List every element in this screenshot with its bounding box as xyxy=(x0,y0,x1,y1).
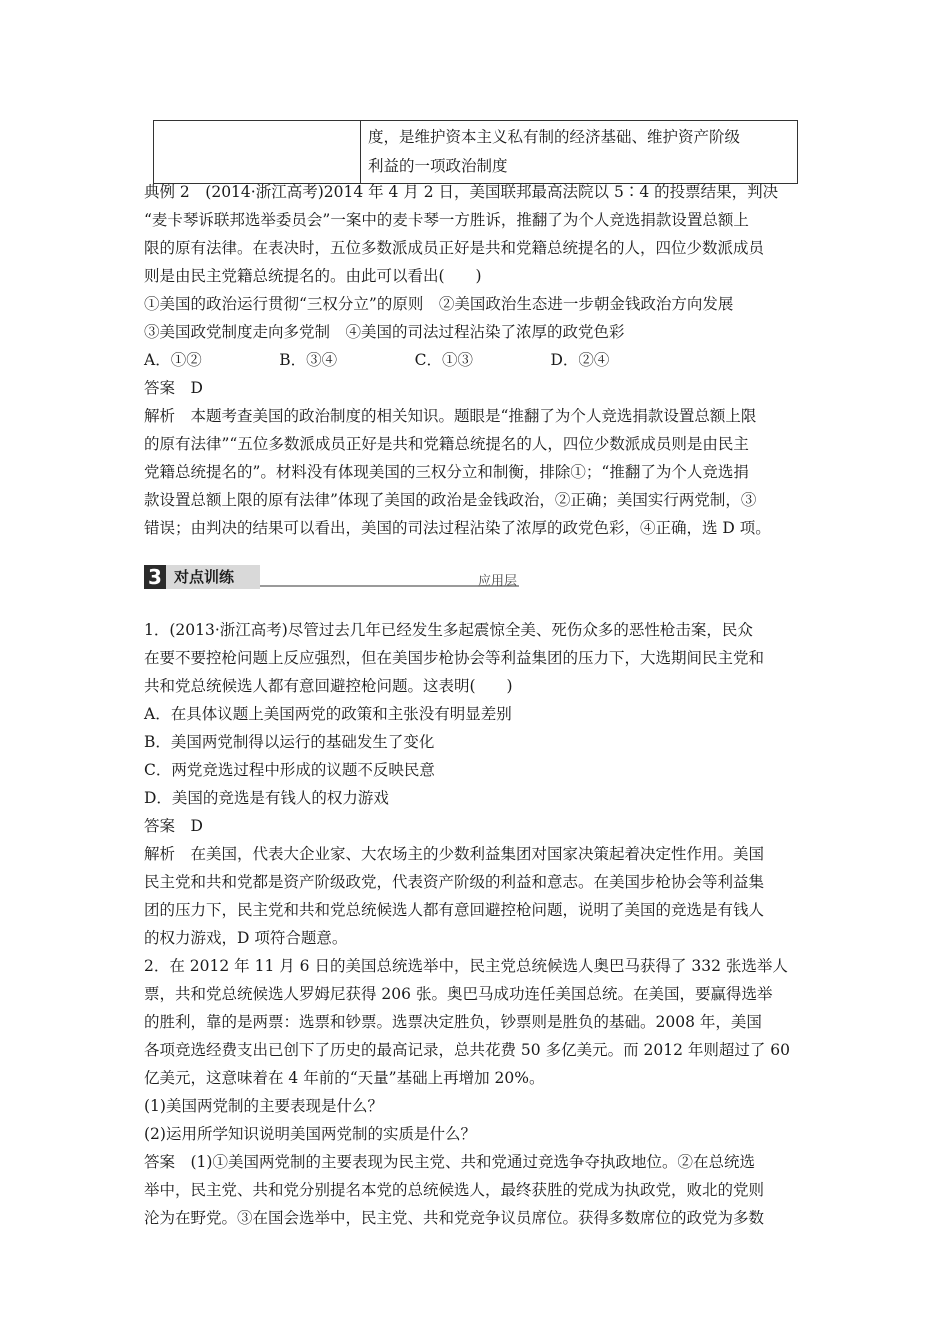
question-line: 在要不要控枪问题上反应强烈，但在美国步枪协会等利益集团的压力下，大选期间民主党和 xyxy=(144,649,765,667)
option-d: D．美国的竞选是有钱人的权力游戏 xyxy=(144,789,389,807)
section-header xyxy=(144,565,519,589)
answer-line: 答案 (1)①美国两党制的主要表现为民主党、共和党通过竞选争夺执政地位。②在总统选 xyxy=(144,1153,755,1171)
answer-line: 举中，民主党、共和党分别提名本党的总统候选人，最终获胜的党成为执政党，败北的党则 xyxy=(144,1181,765,1199)
example-answer: 答案 D xyxy=(144,379,203,397)
example-analysis-line: 的原有法律”“五位多数派成员正好是共和党籍总统提名的人，四位少数派成员则是由民主 xyxy=(144,435,749,453)
table-cell xyxy=(368,123,791,181)
example-analysis-line: 款设置总额上限的原有法律”体现了美国的政治是金钱政治，②正确；美国实行两党制，③ xyxy=(144,491,757,509)
option-b: B．美国两党制得以运行的基础发生了变化 xyxy=(144,733,435,751)
example-analysis-line: 解析 本题考查美国的政治制度的相关知识。题眼是“推翻了为个人竞选捐款设置总额上限 xyxy=(144,407,757,425)
sub-question-1: (1)美国两党制的主要表现是什么？ xyxy=(144,1097,383,1115)
option-a: A．在具体议题上美国两党的政策和主张没有明显差别 xyxy=(144,705,512,723)
question-line: 亿美元，这意味着在 4 年前的“天量”基础上再增加 20%。 xyxy=(144,1069,545,1087)
question-line: 1．(2013·浙江高考)尽管过去几年已经发生多起震惊全美、死伤众多的恶性枪击案，民众 xyxy=(144,621,753,639)
example-line: “麦卡琴诉联邦选举委员会”一案中的麦卡琴一方胜诉，推翻了为个人竞选捐款设置总额上 xyxy=(144,211,749,229)
table-cell-line: 度，是维护资本主义私有制的经济基础、维护资产阶级 xyxy=(368,128,741,146)
option-c: C．两党竞选过程中形成的议题不反映民意 xyxy=(144,761,435,779)
answer-line: 沦为在野党。③在国会选举中，民主党、共和党竞争议员席位。获得多数席位的政党为多数 xyxy=(144,1209,765,1227)
example-choices: A．①② B．③④ C．①③ D．②④ xyxy=(144,351,610,369)
section-number-badge: 3 xyxy=(144,565,166,589)
example-line: 典例 2 (2014·浙江高考)2014 年 4 月 2 日，美国联邦最高法院以 5∶4 的投票结果，判决 xyxy=(144,183,779,201)
table-column-divider xyxy=(360,121,361,183)
example-analysis-line: 错误；由判决的结果可以看出，美国的司法过程沾染了浓厚的政党色彩，④正确，选 D 项。 xyxy=(144,519,771,537)
example-line: 则是由民主党籍总统提名的。由此可以看出( ) xyxy=(144,267,482,285)
sub-question-2: (2)运用所学知识说明美国两党制的实质是什么？ xyxy=(144,1125,476,1143)
question-line: 共和党总统候选人都有意回避控枪问题。这表明( ) xyxy=(144,677,513,695)
answer-line: 答案 D xyxy=(144,817,203,835)
question-line: 各项竞选经费支出已创下了历史的最高记录，总共花费 50 多亿美元。而 2012 年则超过了 60 xyxy=(144,1041,791,1059)
section-title: 对点训练 xyxy=(166,565,260,589)
question-line: 的胜利，靠的是两票：选票和钞票。选票决定胜负，钞票则是胜负的基础。2008 年，美国 xyxy=(144,1013,762,1031)
example-line: 限的原有法律。在表决时，五位多数派成员正好是共和党籍总统提名的人，四位少数派成员 xyxy=(144,239,765,257)
analysis-line: 解析 在美国，代表大企业家、大农场主的少数利益集团对国家决策起着决定性作用。美国 xyxy=(144,845,765,863)
example-analysis-line: 党籍总统提名的”。材料没有体现美国的三权分立和制衡，排除①；“推翻了为个人竞选捐 xyxy=(144,463,749,481)
example-option-line: ①美国的政治运行贯彻“三权分立”的原则 ②美国政治生态进一步朝金钱政治方向发展 xyxy=(144,295,734,313)
table-fragment xyxy=(153,120,798,184)
example-option-line: ③美国政党制度走向多党制 ④美国的司法过程沾染了浓厚的政党色彩 xyxy=(144,323,625,341)
analysis-line: 民主党和共和党都是资产阶级政党，代表资产阶级的利益和意志。在美国步枪协会等利益集 xyxy=(144,873,765,891)
analysis-line: 的权力游戏，D 项符合题意。 xyxy=(144,929,348,947)
question-line: 票，共和党总统候选人罗姆尼获得 206 张。奥巴马成功连任美国总统。在美国，要赢得选举 xyxy=(144,985,773,1003)
question-line: 2．在 2012 年 11 月 6 日的美国总统选举中，民主党总统候选人奥巴马获得了 332 张选举人 xyxy=(144,957,788,975)
table-cell-line: 利益的一项政治制度 xyxy=(368,157,508,175)
analysis-line: 团的压力下，民主党和共和党总统候选人都有意回避控枪问题，说明了美国的竞选是有钱人 xyxy=(144,901,765,919)
section-level-tag: 应用层 xyxy=(477,574,517,589)
